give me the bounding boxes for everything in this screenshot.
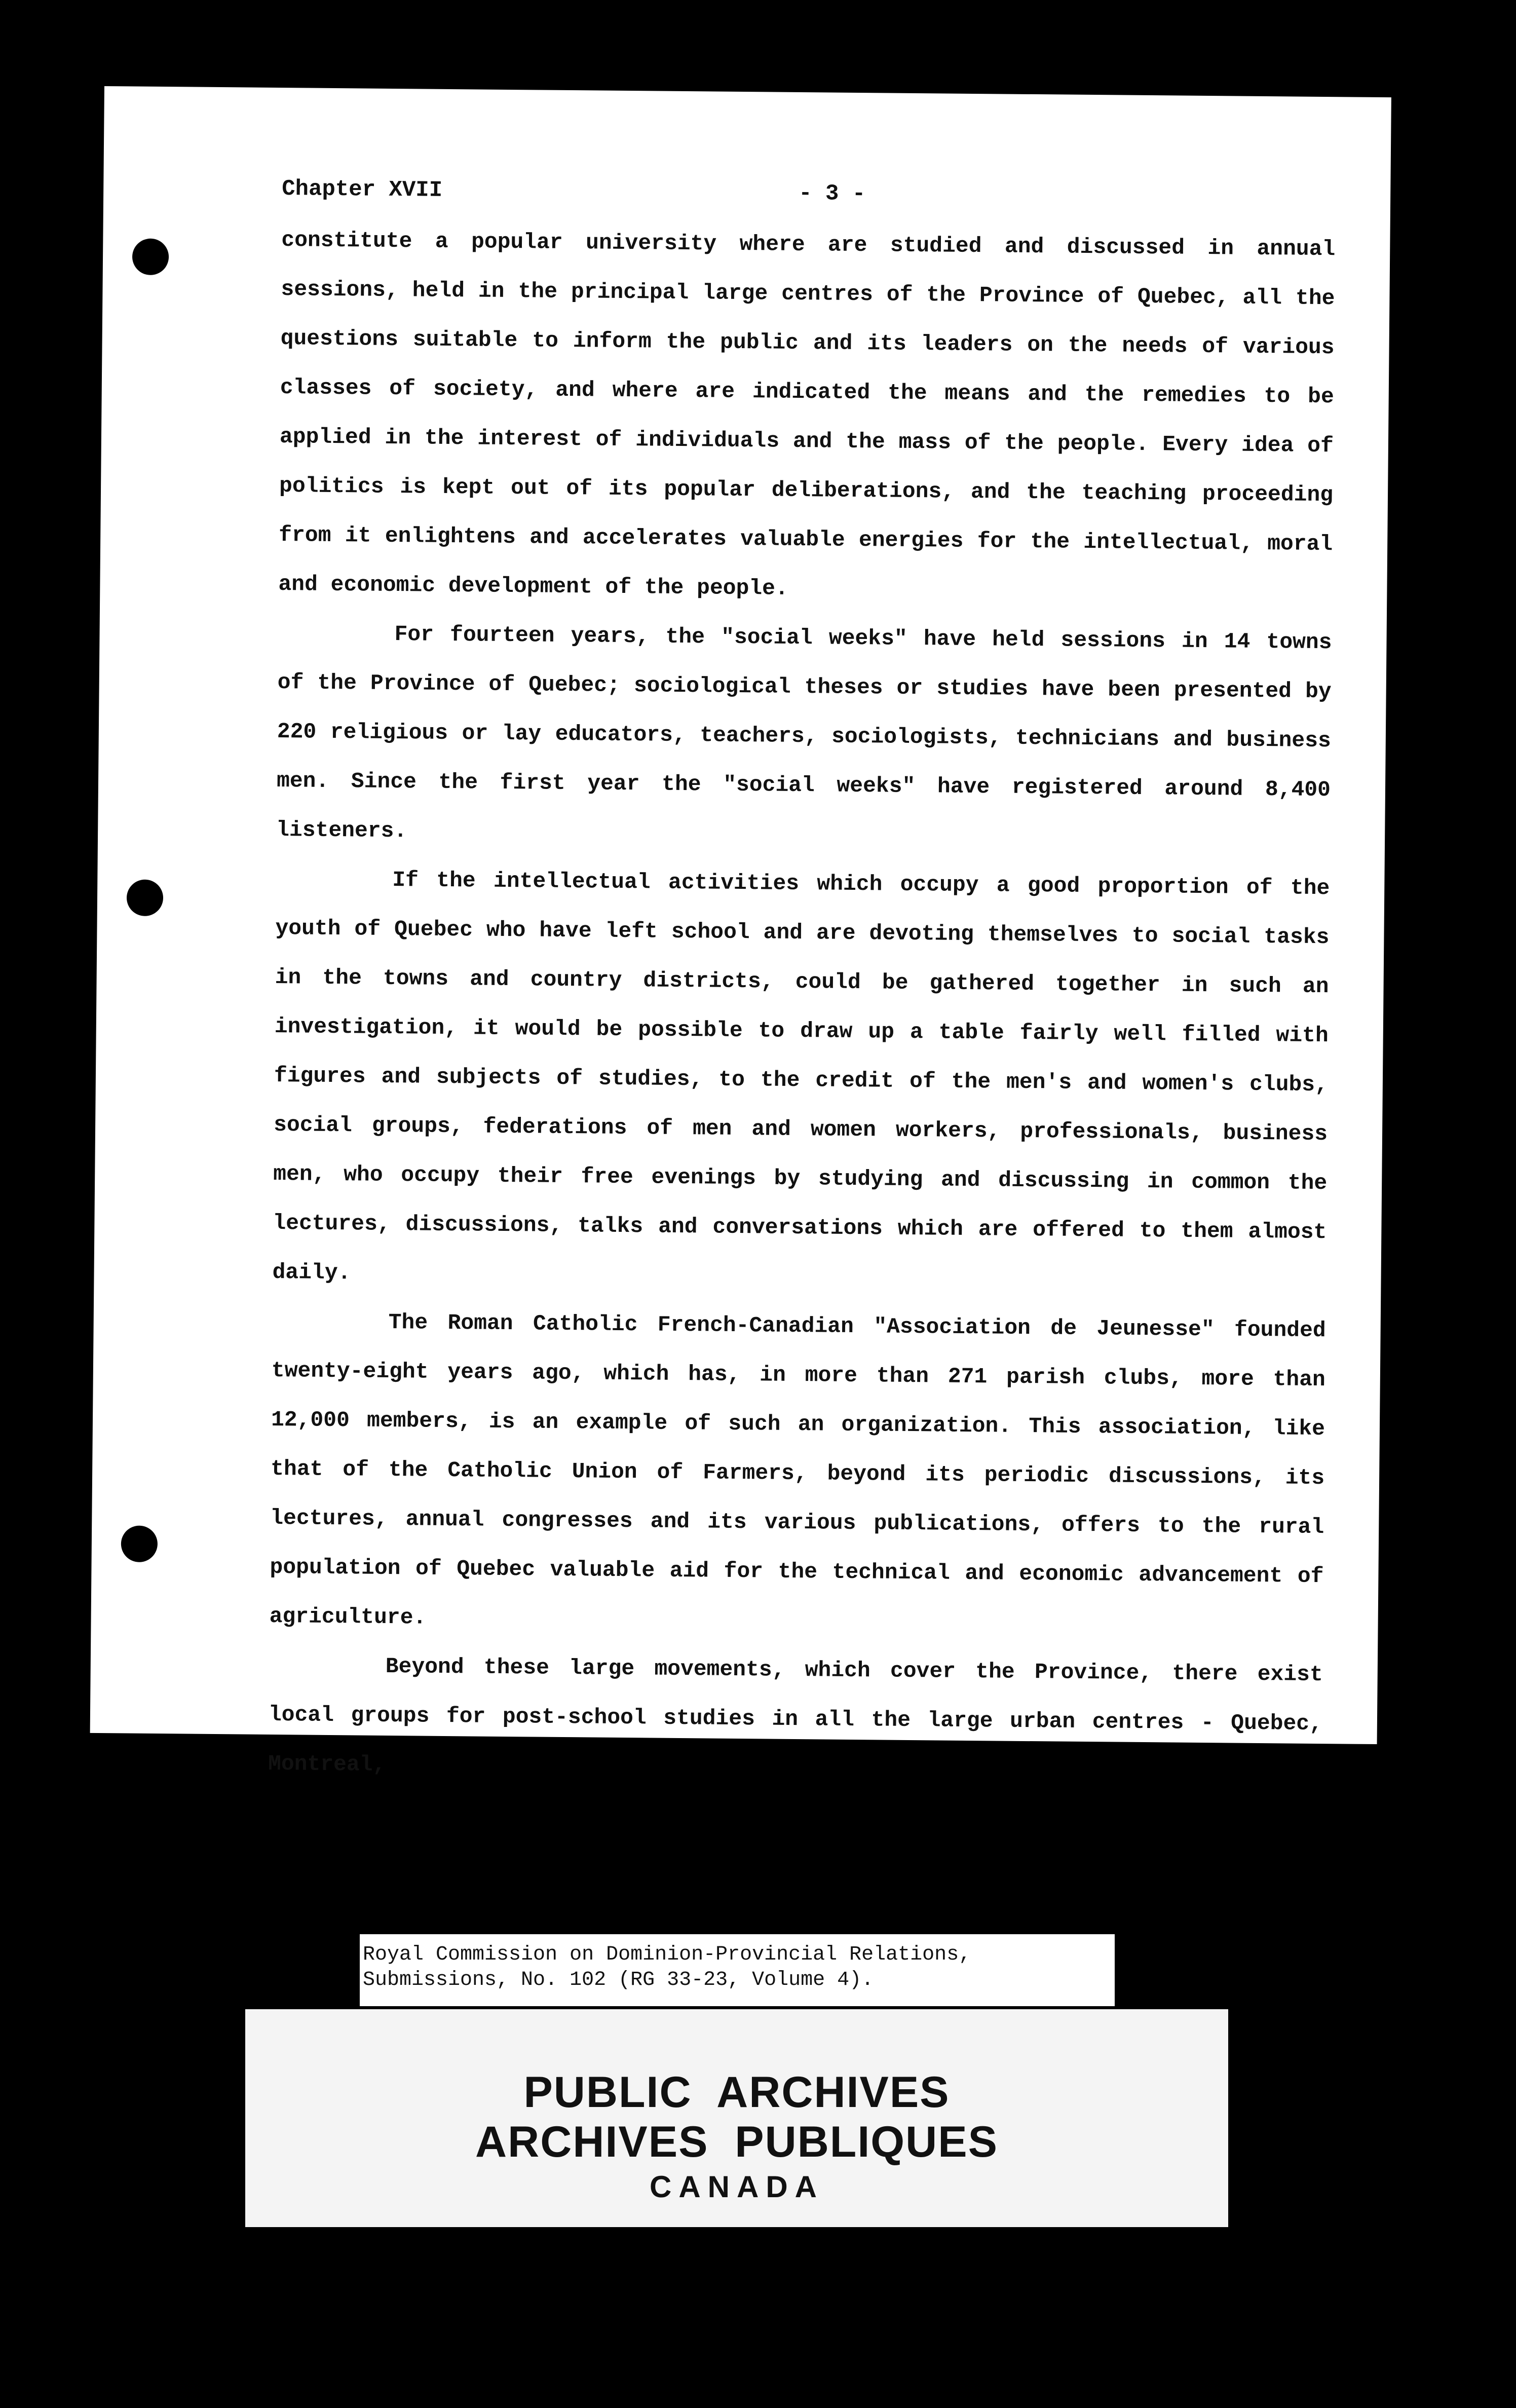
document-header xyxy=(282,174,1295,213)
archive-title-french: ARCHIVES PUBLIQUES xyxy=(475,2118,998,2166)
paragraph: For fourteen years, the "social weeks" have held sessions in 14 towns of the Province of Quebec; sociological theses or studies have been presented by 220 religious or lay educators, teachers, sociologists, technicians and business men. Since the first year the "social weeks" have registered around 8,400 listeners. xyxy=(276,622,1332,844)
paragraph: constitute a popular university where are studied and discussed in annual sessions, held in the principal large centres of the Province of Quebec, all the questions suitable to inform the public and its leaders on the needs of various classes of society, and where are indicated the means and the remedies to be applied in the interest of individuals and the mass of the people. Every idea of politics is kept out of its popular deliberations, and the teaching proceeding from it enlightens and accelerates valuable energies for the intellectual, moral and economic development of the people. xyxy=(278,228,1336,601)
document-page xyxy=(90,86,1391,1777)
page-number: - 3 - xyxy=(798,180,866,207)
paragraph: The Roman Catholic French-Canadian "Association de Jeunesse" founded twenty-eight years ago, which has, in more than 271 parish clubs, more than 12,000 members, is an example of such an organization. This association, like that of the Catholic Union of Farmers, beyond its periodic discussions, its lectures, annual congresses and its various publications, offers to the rural population of Quebec valuable aid for the technical and economic advancement of agriculture. xyxy=(269,1309,1326,1630)
caption-line: Submissions, No. 102 (RG 33-23, Volume 4). xyxy=(363,1969,874,1991)
chapter-heading: Chapter XVII xyxy=(282,176,443,203)
punch-hole-middle xyxy=(127,879,164,916)
archive-stamp xyxy=(245,2009,1228,2227)
archive-country: CANADA xyxy=(650,2170,824,2204)
archive-stamp-text xyxy=(245,2067,1228,2207)
punch-hole-top xyxy=(132,238,169,275)
archive-title-english: PUBLIC ARCHIVES xyxy=(523,2068,950,2117)
document-body xyxy=(268,215,1336,1797)
caption-line: Royal Commission on Dominion-Provincial Relations, xyxy=(363,1943,971,1966)
paragraph: If the intellectual activities which occupy a good proportion of the youth of Quebec who have left school and are devoting themselves to social tasks in the towns and country districts, could be gathered together in such an investigation, it would be possible to draw up a table fairly well filled with figures and subjects of studies, to the credit of the men's and women's clubs, social groups, federations of men and women workers, professionals, business men, who occupy their free evenings by studying and discussing in common the lectures, discussions, talks and conversations which are offered to them almost daily. xyxy=(272,868,1330,1286)
punch-hole-bottom xyxy=(121,1525,158,1562)
paragraph: Beyond these large movements, which cover the Province, there exist local groups for post-school studies in all the large urban centres - Quebec, Montreal, xyxy=(268,1653,1323,1777)
source-caption xyxy=(360,1934,1115,2006)
